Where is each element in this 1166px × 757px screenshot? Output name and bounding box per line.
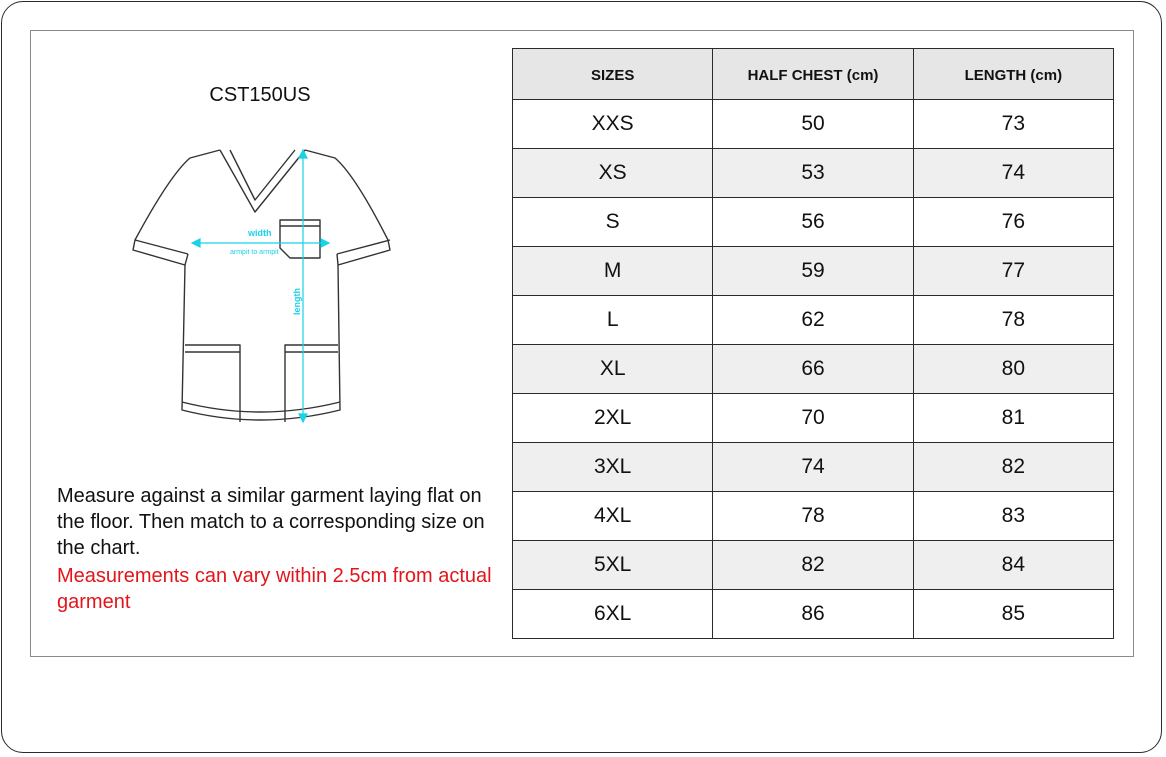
size-cell: 4XL xyxy=(513,492,713,541)
table-row xyxy=(513,296,1114,345)
table-row xyxy=(513,492,1114,541)
length-cell: 83 xyxy=(913,492,1113,541)
length-cell: 78 xyxy=(913,296,1113,345)
half-chest-cell: 62 xyxy=(713,296,913,345)
width-label: width xyxy=(248,228,272,238)
half-chest-cell: 53 xyxy=(713,149,913,198)
header-sizes: SIZES xyxy=(513,49,713,100)
table-row xyxy=(513,443,1114,492)
table-row xyxy=(513,198,1114,247)
size-cell: XL xyxy=(513,345,713,394)
measure-instructions: Measure against a similar garment laying flat on the floor. Then match to a corresponding size on the chart. xyxy=(57,485,485,559)
size-cell: 3XL xyxy=(513,443,713,492)
size-cell: S xyxy=(513,198,713,247)
tolerance-note: Measurements can vary within 2.5cm from actual garment xyxy=(57,565,492,613)
length-cell: 84 xyxy=(913,541,1113,590)
size-cell: 2XL xyxy=(513,394,713,443)
size-cell: XS xyxy=(513,149,713,198)
half-chest-cell: 82 xyxy=(713,541,913,590)
table-row xyxy=(513,345,1114,394)
half-chest-cell: 66 xyxy=(713,345,913,394)
half-chest-cell: 78 xyxy=(713,492,913,541)
table-row xyxy=(513,247,1114,296)
table-row xyxy=(513,394,1114,443)
size-cell: 5XL xyxy=(513,541,713,590)
size-cell: L xyxy=(513,296,713,345)
length-cell: 80 xyxy=(913,345,1113,394)
table-row xyxy=(513,149,1114,198)
half-chest-cell: 86 xyxy=(713,590,913,639)
half-chest-cell: 74 xyxy=(713,443,913,492)
length-cell: 82 xyxy=(913,443,1113,492)
length-cell: 74 xyxy=(913,149,1113,198)
length-cell: 85 xyxy=(913,590,1113,639)
half-chest-cell: 59 xyxy=(713,247,913,296)
length-cell: 81 xyxy=(913,394,1113,443)
length-label: length xyxy=(292,288,302,315)
scrub-top-diagram xyxy=(130,140,395,430)
armpit-label: armpit to armpit xyxy=(230,249,279,256)
half-chest-cell: 56 xyxy=(713,198,913,247)
header-half-chest: HALF CHEST (cm) xyxy=(713,49,913,100)
half-chest-cell: 50 xyxy=(713,100,913,149)
length-cell: 77 xyxy=(913,247,1113,296)
header-length: LENGTH (cm) xyxy=(913,49,1113,100)
table-row xyxy=(513,590,1114,639)
table-row xyxy=(513,100,1114,149)
product-code: CST150US xyxy=(209,84,311,106)
length-cell: 76 xyxy=(913,198,1113,247)
table-header-row xyxy=(513,49,1114,100)
length-cell: 73 xyxy=(913,100,1113,149)
half-chest-cell: 70 xyxy=(713,394,913,443)
table-row xyxy=(513,541,1114,590)
size-chart-table xyxy=(512,48,1114,639)
size-cell: 6XL xyxy=(513,590,713,639)
size-cell: M xyxy=(513,247,713,296)
size-cell: XXS xyxy=(513,100,713,149)
